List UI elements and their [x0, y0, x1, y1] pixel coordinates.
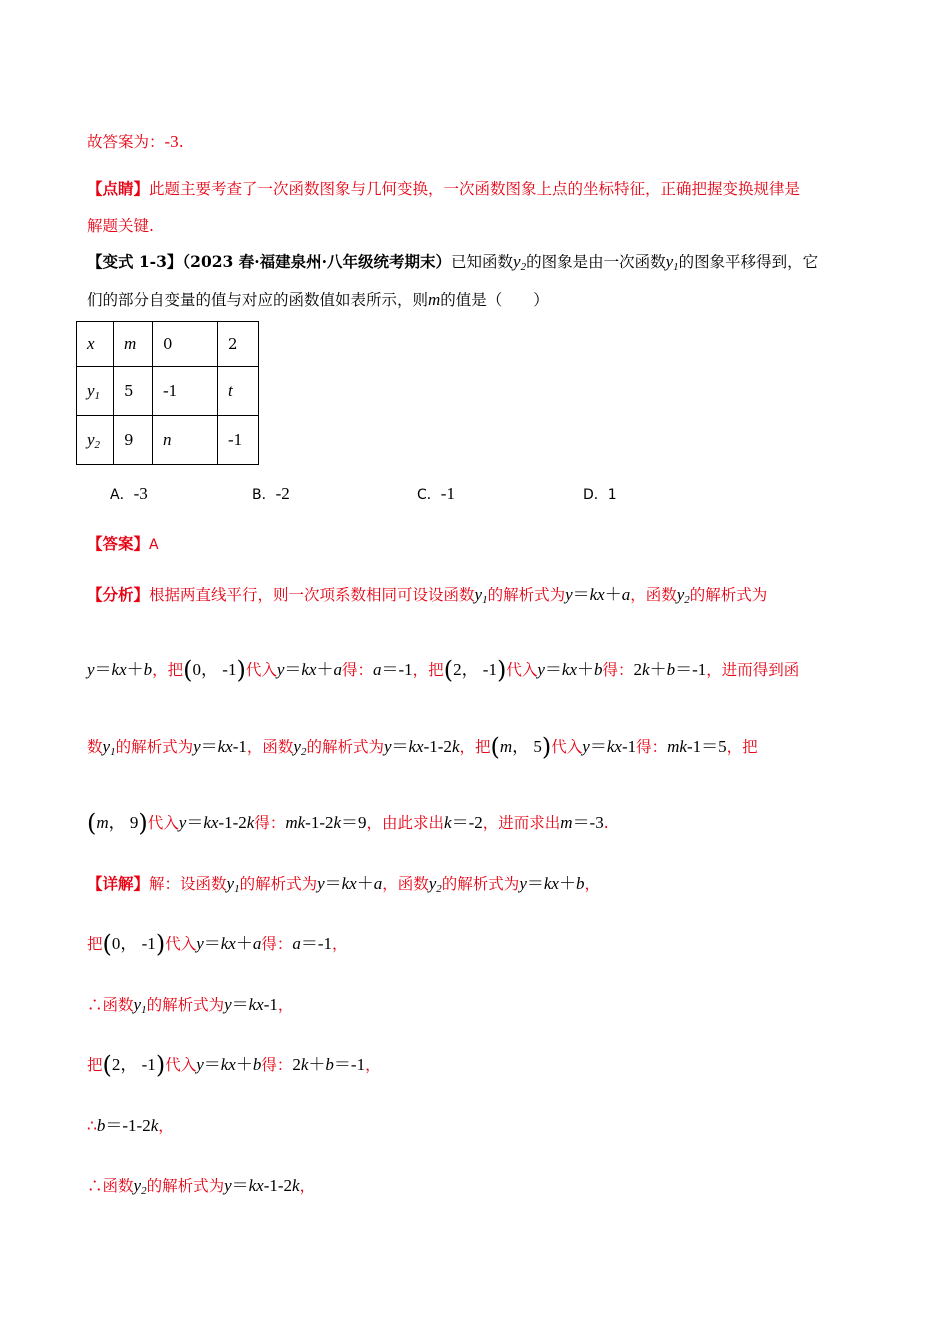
- analysis-line-3: 数$y_1$的解析式为y＝kx-1，函数$y_2$的解析式为y＝kx-1-2k，把(m， 5)代入y＝kx-1得：mk-1＝5，把: [87, 733, 758, 761]
- analysis-line-4: (m， 9)代入y＝kx-1-2k得：mk-1-2k＝9，由此求出k＝-2，进而求出m＝-3.: [87, 809, 609, 837]
- detail-line-1: 【详解】解：设函数$y_1$的解析式为y＝kx＋a，函数$y_2$的解析式为y＝kx＋b，: [87, 874, 600, 895]
- detail-line-4: 把(2， -1)代入y＝kx＋b得：2k＋b＝-1，: [87, 1051, 381, 1079]
- dianjing-line-1: 【点睛】此题主要考查了一次函数图象与几何变换，一次函数图象上点的坐标特征，正确把握变换规律是: [87, 179, 801, 198]
- answer-label: 【答案】A: [87, 534, 159, 553]
- answer-line: 故答案为：-3.: [87, 132, 184, 151]
- option-a[interactable]: A．-3: [110, 484, 148, 503]
- table-row: $y_2$ 9 n -1: [77, 416, 259, 465]
- detail-line-2: 把(0， -1)代入y＝kx＋a得：a＝-1，: [87, 930, 348, 958]
- dianjing-line-2: 解题关键.: [87, 217, 154, 235]
- detail-line-6: ∴函数$y_2$的解析式为y＝kx-1-2k，: [87, 1176, 316, 1197]
- detail-line-5: ∴b＝-1-2k，: [87, 1116, 174, 1135]
- question-line-2: 们的部分自变量的值与对应的函数值如表所示，则m的值是（ ）: [87, 290, 549, 309]
- detail-line-3: ∴函数$y_1$的解析式为y＝kx-1，: [87, 995, 294, 1016]
- table-row: x m 0 2: [77, 322, 259, 367]
- question-line-1: 【变式 1-3】（2023 春·福建泉州·八年级统考期末）已知函数$y_2$的图象是由一次函数$y_1$的图象平移得到，它: [87, 252, 819, 273]
- option-c[interactable]: C．-1: [417, 484, 455, 503]
- value-table: [76, 321, 259, 465]
- option-b[interactable]: B．-2: [252, 484, 290, 503]
- analysis-line-1: 【分析】根据两直线平行，则一次项系数相同可设设函数$y_1$的解析式为y＝kx＋a，函数$y_2$的解析式为: [87, 585, 768, 606]
- table-row: $y_1$ 5 -1 t: [77, 367, 259, 416]
- analysis-line-2: y＝kx＋b，把(0， -1)代入y＝kx＋a得：a＝-1，把(2， -1)代入y＝kx＋b得：2k＋b＝-1，进而得到函: [87, 656, 800, 684]
- option-d[interactable]: D．1: [583, 487, 617, 503]
